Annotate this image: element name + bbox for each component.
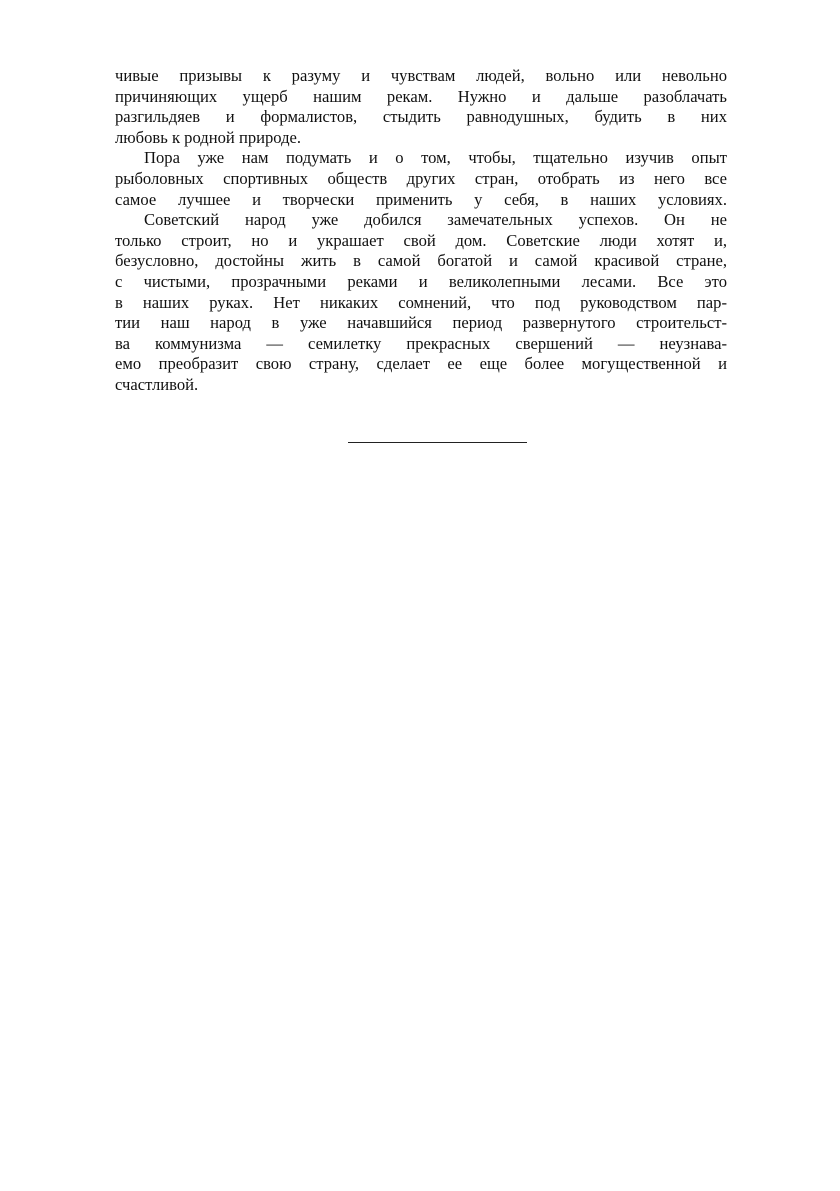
paragraph-2 [115, 148, 727, 210]
end-of-section-rule [348, 442, 527, 443]
text-line: разгильдяев и формалистов, стыдить равнодушных, будить в них [115, 107, 727, 127]
paragraph-1 [115, 66, 727, 148]
text-line: чивые призывы к разуму и чувствам людей, вольно или невольно [115, 66, 727, 85]
text-line: причиняющих ущерб нашим рекам. Нужно и дальше разоблачать [115, 86, 727, 106]
text-line: в наших руках. Нет никаких сомнений, что под руководством пар- [115, 292, 727, 312]
text-line: только строит, но и украшает свой дом. Советские люди хотят и, [115, 230, 727, 250]
text-line: емо преобразит свою страну, сделает ее еще более могущественной и [115, 354, 727, 374]
document-text [115, 66, 727, 396]
text-line: с чистыми, прозрачными реками и великолепными лесами. Все это [115, 271, 727, 291]
text-line: рыболовных спортивных обществ других стран, отобрать из него все [115, 168, 727, 188]
text-line: Пора уже нам подумать и о том, чтобы, тщательно изучив опыт [144, 148, 727, 168]
text-line: Советский народ уже добился замечательных успехов. Он не [144, 210, 727, 230]
text-line: самое лучшее и творчески применить у себя, в наших условиях. [115, 189, 727, 209]
text-line: любовь к родной природе. [115, 127, 302, 147]
paragraph-3 [115, 210, 727, 395]
text-line: безусловно, достойны жить в самой богатой и самой красивой стране, [115, 251, 727, 271]
text-line: тии наш народ в уже начавшийся период развернутого строительст- [115, 313, 727, 333]
text-line: счастливой. [115, 374, 199, 394]
text-line: ва коммунизма — семилетку прекрасных свершений — неузнава- [115, 333, 727, 353]
